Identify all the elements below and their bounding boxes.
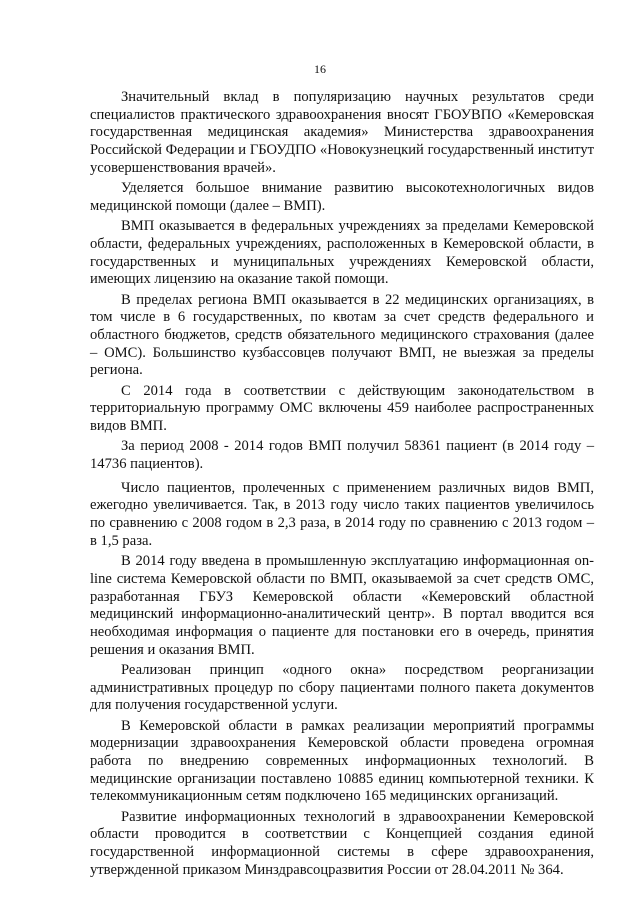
paragraph: Значительный вклад в популяризацию научных результатов среди специалистов практического здравоохранения вносят ГБОУВПО «Кемеровская государственная медицинская академия» Министерства здравоохранения Российской Федерации и ГБОУДПО «Новокузнецкий государственный институт усовершенствования врачей». bbox=[90, 89, 594, 176]
paragraph: С 2014 года в соответствии с действующим законодательством в территориальную программу ОМС включены 459 наиболее распространенных видов ВМП. bbox=[90, 382, 594, 435]
paragraph: Уделяется большое внимание развитию высокотехнологичных видов медицинской помощи (далее – ВМП). bbox=[90, 180, 594, 214]
paragraph: В Кемеровской области в рамках реализации мероприятий программы модернизации здравоохранения Кемеровской области проведена огромная работа по внедрению современных информационных технологий. В медицинские организации поставлено 10885 единиц компьютерной техники. К телекоммуникационным сетям подключено 165 медицинских организаций. bbox=[90, 717, 594, 805]
paragraph: Развитие информационных технологий в здравоохранении Кемеровской области проводится в соответствии с Концепцией создания единой государственной информационной системы в сфере здравоохранения, утвержденной приказом Минздравсоцразвития России от 28.04.2011 № 364. bbox=[90, 808, 594, 878]
paragraph: ВМП оказывается в федеральных учреждениях за пределами Кемеровской области, федеральных учреждениях, расположенных в Кемеровской области, в государственных и муниципальных учреждениях Кемеровской области, имеющих лицензию на оказание такой помощи. bbox=[90, 218, 594, 288]
page-number: 16 bbox=[314, 62, 326, 76]
paragraph: За период 2008 - 2014 годов ВМП получил 58361 пациент (в 2014 году – 14736 пациентов). bbox=[90, 438, 594, 473]
paragraph: В пределах региона ВМП оказывается в 22 медицинских организациях, в том числе в 6 государственных, по квотам за счет средств федерального и областного бюджетов, средств обязательного медицинского страхования (далее – ОМС). Большинство кузбассовцев получают ВМП, не выезжая за пределы региона. bbox=[90, 291, 594, 379]
document-body bbox=[90, 89, 594, 880]
paragraph: Реализован принцип «одного окна» посредством реорганизации административных процедур по сбору пациентами полного пакета документов для получения государственной услуги. bbox=[90, 661, 594, 714]
paragraph: Число пациентов, пролеченных с применением различных видов ВМП, ежегодно увеличивается. Так, в 2013 году число таких пациентов увеличилось по сравнению с 2008 годом в 2,3 раза, в 2014 году по сравнению с 2013 годом – в 1,5 раза. bbox=[90, 479, 594, 549]
paragraph: В 2014 году введена в промышленную эксплуатацию информационная on-line система Кемеровской области по ВМП, оказываемой за счет средств ОМС, разработанная ГБУЗ Кемеровской области «Кемеровский областной медицинский информационно-аналитический центр». В портал вводится вся необходимая информация о пациенте для постановки его в очередь, принятия решения и оказания ВМП. bbox=[90, 553, 594, 658]
